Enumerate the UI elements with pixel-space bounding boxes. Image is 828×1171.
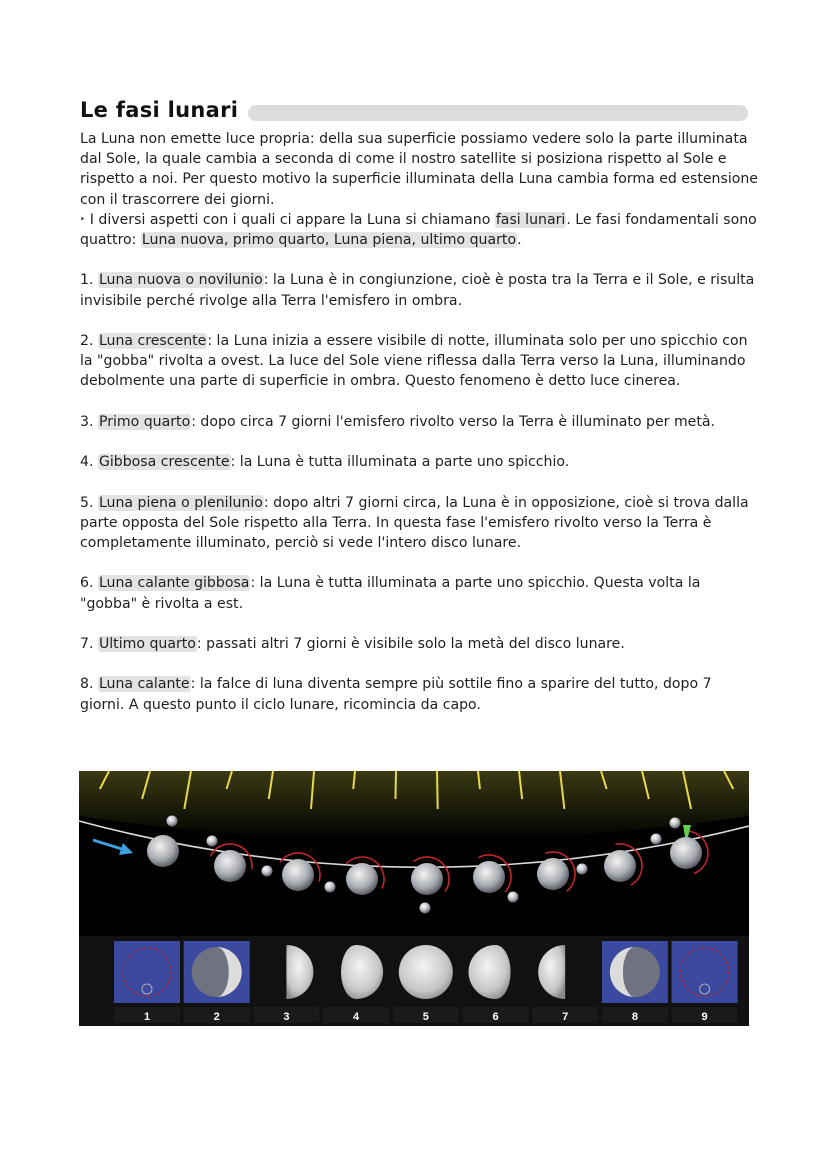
earth-globe bbox=[473, 861, 505, 893]
phase-label: 3 bbox=[283, 1011, 290, 1023]
phase-paragraph bbox=[80, 452, 760, 472]
spacer bbox=[80, 392, 760, 412]
spacer bbox=[80, 250, 760, 270]
spacer bbox=[80, 553, 760, 573]
phase-labels bbox=[114, 1007, 738, 1023]
phase-paragraph bbox=[80, 331, 760, 392]
moon-small bbox=[670, 818, 681, 829]
earth-globe bbox=[670, 837, 702, 869]
title-underline-bar bbox=[248, 105, 748, 121]
phase-description: : la Luna è tutta illuminata a parte uno spicchio. bbox=[230, 454, 570, 471]
phase-paragraph bbox=[80, 573, 760, 613]
earth-globe bbox=[147, 835, 179, 867]
phase-term: Luna calante gibbosa bbox=[98, 575, 250, 592]
moon-phases-figure bbox=[79, 771, 749, 1026]
phase-description: : dopo altri 7 giorni circa, la Luna è in opposizione, cioè si trova dalla parte opposta del Sole rispetto alla Terra. In questa fase l'emisfero rivolto verso la Terra è completamente illuminato, perciò si vede l'intero disco lunare. bbox=[80, 494, 749, 551]
phase-term: Luna calante bbox=[98, 676, 190, 693]
phase-label: 4 bbox=[353, 1011, 360, 1023]
title-row bbox=[80, 96, 748, 126]
phase-paragraph bbox=[80, 634, 760, 654]
spacer bbox=[80, 472, 760, 492]
intro-text: . bbox=[517, 232, 522, 249]
phase-description: : passati altri 7 giorni è visibile solo la metà del disco lunare. bbox=[196, 635, 625, 652]
phase-term: Luna piena o plenilunio bbox=[98, 494, 263, 511]
earth-globe bbox=[604, 850, 636, 882]
phase-label: 6 bbox=[492, 1011, 499, 1023]
phase-paragraph bbox=[80, 270, 760, 310]
phase-description: : la Luna è in congiunzione, cioè è posta tra la Terra e il Sole, e risulta invisibile perché rivolge alla Terra l'emisfero in ombra. bbox=[80, 272, 755, 309]
intro-paragraph-2 bbox=[80, 210, 760, 250]
phase-description: : la Luna inizia a essere visibile di notte, illuminata solo per uno spicchio con la "gobba" rivolta a ovest. La luce del Sole viene riflessa dalla Terra verso la Luna, illuminando debolmente una parte di superficie in ombra. Questo fenomeno è detto luce cinerea. bbox=[80, 333, 748, 390]
phase-label: 8 bbox=[631, 1011, 638, 1023]
phase-term: Primo quarto bbox=[98, 413, 191, 430]
phase-number: 4. bbox=[80, 454, 94, 471]
earth-globe bbox=[346, 863, 378, 895]
phase-label: 2 bbox=[213, 1011, 220, 1023]
phase-term: Gibbosa crescente bbox=[98, 454, 230, 471]
highlight-term: Luna nuova, primo quarto, Luna piena, ultimo quarto bbox=[141, 232, 517, 249]
phase-description: : la Luna è tutta illuminata a parte uno spicchio. Questa volta la "gobba" è rivolta a est. bbox=[80, 575, 701, 612]
phase-description: : dopo circa 7 giorni l'emisfero rivolto verso la Terra è illuminato per metà. bbox=[191, 413, 715, 430]
bullet-icon: ‣ bbox=[80, 214, 86, 225]
phase-number: 2. bbox=[80, 333, 94, 349]
phase-paragraph bbox=[80, 674, 760, 714]
phase-number: 7. bbox=[80, 635, 94, 652]
moon-small bbox=[167, 816, 178, 827]
moon-full bbox=[399, 945, 453, 999]
phase-description: : la falce di luna diventa sempre più sottile fino a sparire del tutto, dopo 7 giorni. A questo punto il ciclo lunare, ricomincia da capo. bbox=[80, 676, 712, 713]
phase-number: 1. bbox=[80, 272, 94, 289]
earth-globe bbox=[214, 850, 246, 882]
phase-paragraph bbox=[80, 493, 760, 554]
moon-small bbox=[651, 834, 662, 845]
phase-label: 7 bbox=[562, 1011, 569, 1023]
phase-term: Ultimo quarto bbox=[98, 635, 196, 652]
moon-small bbox=[577, 864, 588, 875]
phase-term: Luna crescente bbox=[98, 333, 207, 349]
phase-number: 3. bbox=[80, 413, 94, 430]
intro-text: . Le fasi fondamentali sono quattro: bbox=[80, 211, 757, 249]
phase-label: 1 bbox=[143, 1011, 151, 1023]
spacer bbox=[80, 614, 760, 634]
intro-text: I diversi aspetti con i quali ci appare la Luna si chiamano bbox=[89, 211, 491, 228]
spacer bbox=[80, 432, 760, 452]
sun-ray bbox=[395, 771, 396, 799]
moon-small bbox=[508, 892, 519, 903]
earth-globe bbox=[411, 863, 443, 895]
phase-paragraph bbox=[80, 412, 760, 432]
moon-small bbox=[207, 836, 218, 847]
phase-number: 5. bbox=[80, 494, 94, 511]
earth-globe bbox=[537, 858, 569, 890]
moon-small bbox=[420, 903, 431, 914]
sun-ray bbox=[437, 771, 438, 809]
earth-globe bbox=[282, 859, 314, 891]
phase-number: 6. bbox=[80, 575, 94, 592]
moon-small bbox=[325, 882, 336, 893]
phase-number: 8. bbox=[80, 676, 94, 693]
intro-paragraph: La Luna non emette luce propria: della sua superficie possiamo vedere solo la parte illuminata dal Sole, la quale cambia a seconda di come il nostro satellite si posiziona rispetto al Sole e rispetto a noi. Per questo motivo la superficie illuminata della Luna cambia forma ed estensione con il trascorrere dei giorni. bbox=[80, 131, 758, 208]
moon-phases-diagram bbox=[79, 771, 749, 1026]
phase-term: Luna nuova o novilunio bbox=[98, 272, 263, 289]
phase-label: 5 bbox=[422, 1011, 429, 1023]
highlight-term: fasi lunari bbox=[495, 211, 566, 228]
phase-thumbnails bbox=[114, 941, 738, 1003]
body-text bbox=[80, 129, 760, 715]
phase-label: 9 bbox=[701, 1011, 708, 1023]
spacer bbox=[80, 311, 760, 331]
spacer bbox=[80, 654, 760, 674]
moon-small bbox=[262, 866, 273, 877]
phase-list bbox=[80, 270, 760, 714]
page-title: Le fasi lunari bbox=[80, 98, 239, 122]
